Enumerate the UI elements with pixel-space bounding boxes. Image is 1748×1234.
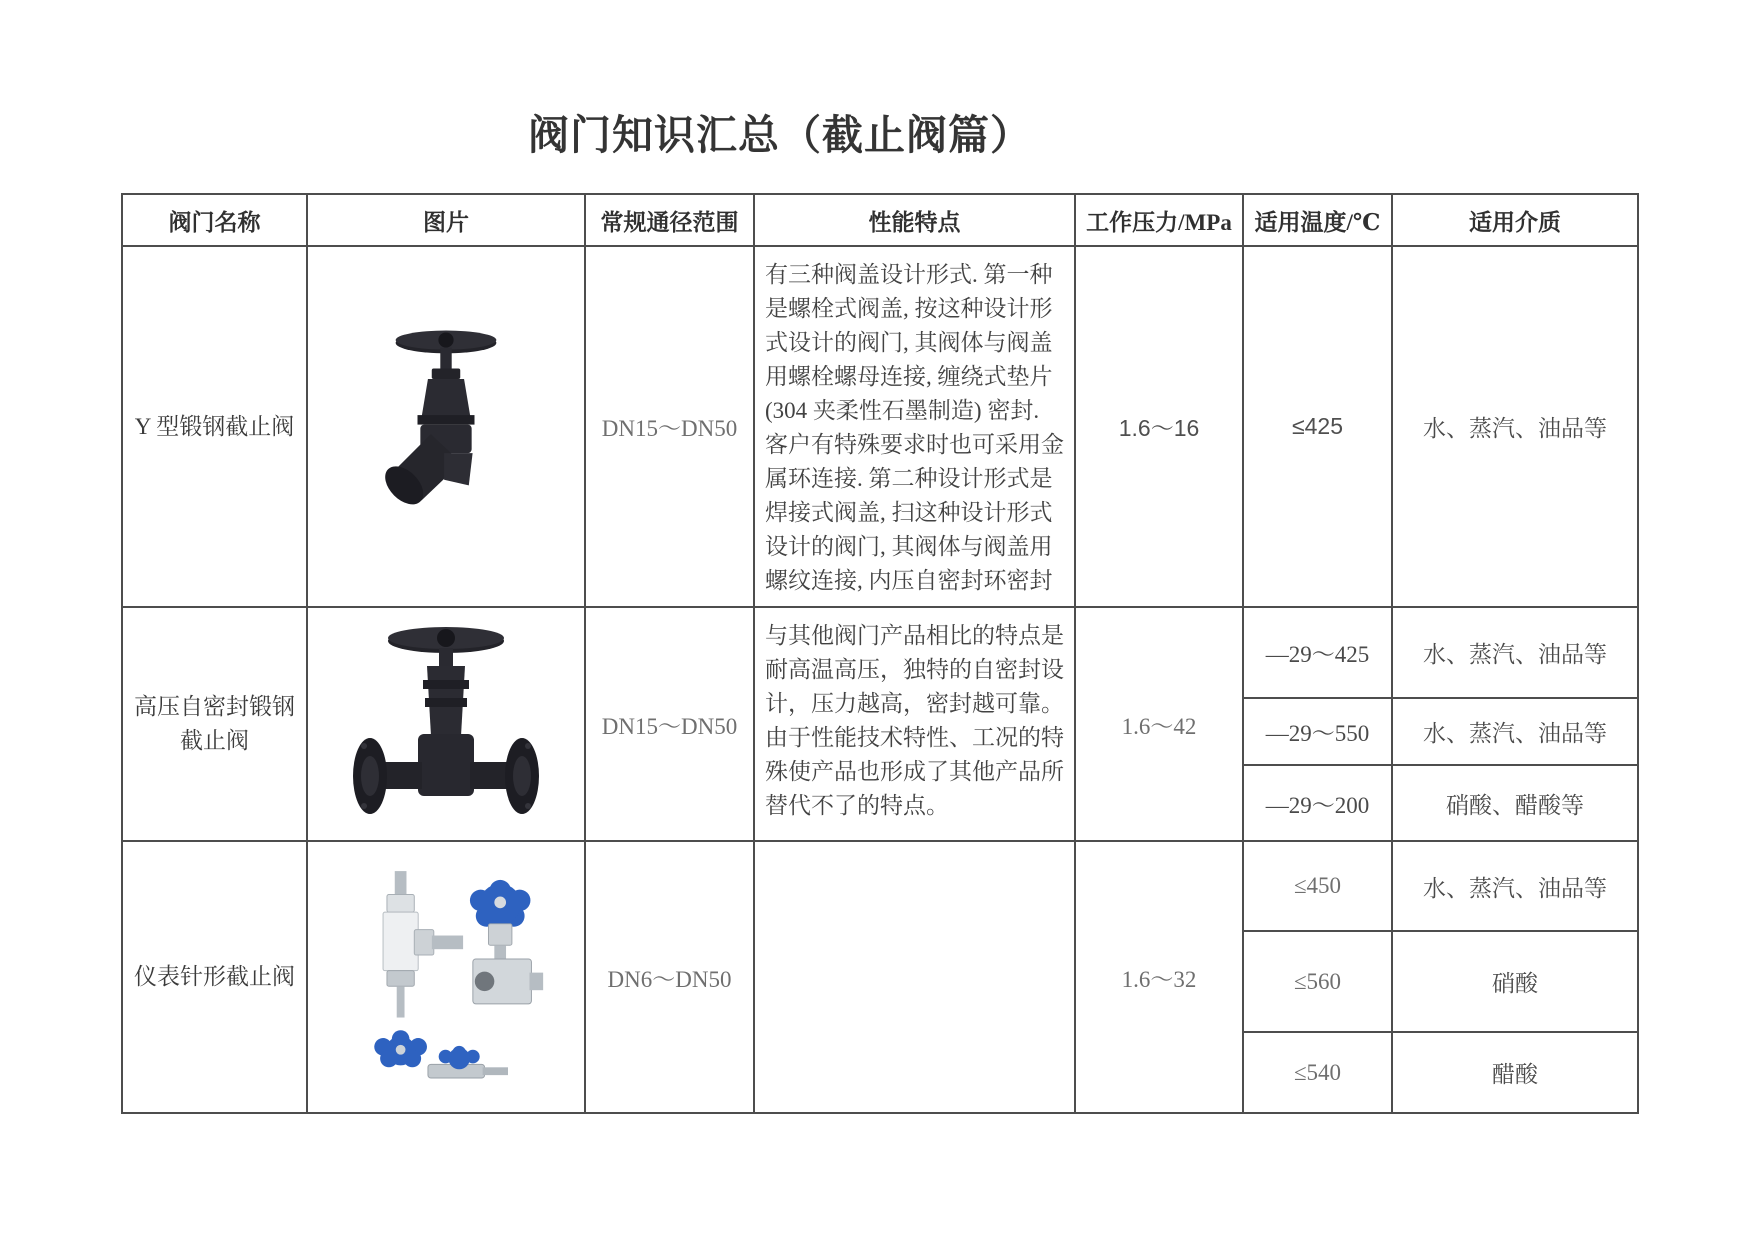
features-cell: 有三种阀盖设计形式. 第一种是螺栓式阀盖, 按这种设计形式设计的阀门, 其阀体与阀盖用螺栓螺母连接, 缠绕式垫片(304 夹柔性石墨制造) 密封. 客户有特殊要求时也可采用金属环连接. 第二种设计形式是焊接式阀盖, 扫这种设计形式设计的阀门, 其阀体与阀盖用螺纹连接, 内压自密封环密封 bbox=[754, 246, 1075, 607]
y-type-valve-photo bbox=[351, 319, 541, 534]
valve-name-cell: 高压自密封锻钢截止阀 bbox=[122, 607, 307, 841]
valve-image-cell bbox=[307, 607, 585, 841]
high-pressure-valve-photo bbox=[326, 624, 566, 824]
valve-image-cell bbox=[307, 246, 585, 607]
column-header-dn-range: 常规通径范围 bbox=[585, 194, 754, 246]
dn-range-cell: DN15～DN50 bbox=[585, 607, 754, 841]
pressure-cell: 1.6～32 bbox=[1075, 841, 1243, 1113]
valve-name-cell: 仪表针形截止阀 bbox=[122, 841, 307, 1113]
pressure-cell: 1.6～42 bbox=[1075, 607, 1243, 841]
temperature-cell: —29～425 bbox=[1243, 607, 1392, 698]
medium-cell: 硝酸、醋酸等 bbox=[1392, 765, 1638, 841]
dn-range-cell: DN15～DN50 bbox=[585, 246, 754, 607]
needle-valve-photo bbox=[344, 865, 549, 1090]
column-header-features: 性能特点 bbox=[754, 194, 1075, 246]
column-header-pressure: 工作压力/MPa bbox=[1075, 194, 1243, 246]
column-header-valve-name: 阀门名称 bbox=[122, 194, 307, 246]
pressure-cell: 1.6～16 bbox=[1075, 246, 1243, 607]
table-row bbox=[122, 607, 1638, 698]
temperature-cell: —29～550 bbox=[1243, 698, 1392, 765]
column-header-image: 图片 bbox=[307, 194, 585, 246]
dn-range-cell: DN6～DN50 bbox=[585, 841, 754, 1113]
temperature-cell: ≤540 bbox=[1243, 1032, 1392, 1113]
medium-cell: 水、蒸汽、油品等 bbox=[1392, 246, 1638, 607]
valve-name-cell: Y 型锻钢截止阀 bbox=[122, 246, 307, 607]
medium-cell: 醋酸 bbox=[1392, 1032, 1638, 1113]
column-header-temperature: 适用温度/℃ bbox=[1243, 194, 1392, 246]
medium-cell: 硝酸 bbox=[1392, 931, 1638, 1032]
table-row bbox=[122, 246, 1638, 607]
temperature-cell: —29～200 bbox=[1243, 765, 1392, 841]
features-cell bbox=[754, 841, 1075, 1113]
medium-cell: 水、蒸汽、油品等 bbox=[1392, 841, 1638, 931]
table-header-row bbox=[122, 194, 1638, 246]
temperature-cell: ≤560 bbox=[1243, 931, 1392, 1032]
table-row bbox=[122, 841, 1638, 931]
medium-cell: 水、蒸汽、油品等 bbox=[1392, 607, 1638, 698]
temperature-cell: ≤425 bbox=[1243, 246, 1392, 607]
column-header-medium: 适用介质 bbox=[1392, 194, 1638, 246]
page-title: 阀门知识汇总（截止阀篇） bbox=[528, 112, 1032, 158]
features-cell: 与其他阀门产品相比的特点是耐高温高压，独特的自密封设计，压力越高，密封越可靠。由于性能技术特性、工况的特殊使产品也形成了其他产品所替代不了的特点。 bbox=[754, 607, 1075, 841]
valve-image-cell bbox=[307, 841, 585, 1113]
temperature-cell: ≤450 bbox=[1243, 841, 1392, 931]
valve-knowledge-table bbox=[121, 193, 1639, 1114]
medium-cell: 水、蒸汽、油品等 bbox=[1392, 698, 1638, 765]
